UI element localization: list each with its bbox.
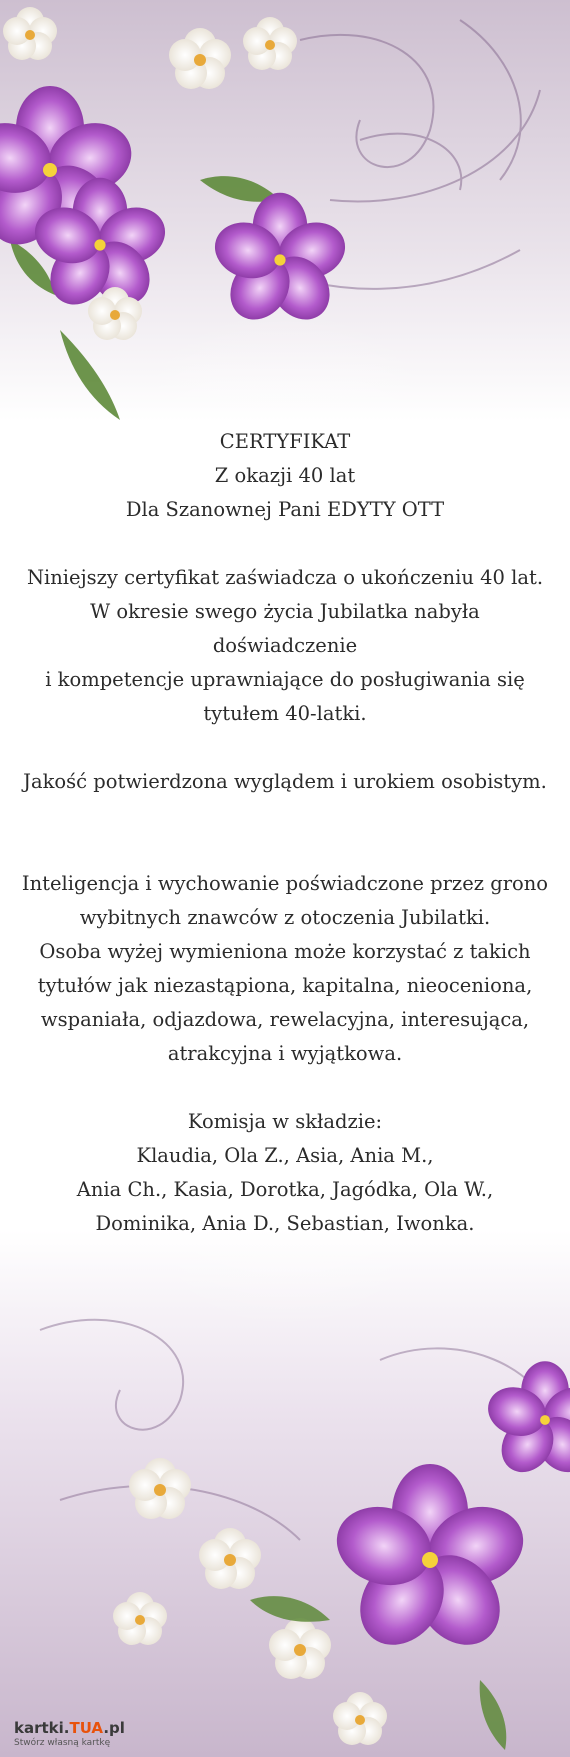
certificate-title: CERTYFIKAT	[219, 430, 351, 453]
committee-heading: Komisja w składzie:	[187, 1110, 383, 1133]
certificate-line: tytułem 40-latki.	[203, 702, 367, 725]
certificate-quality: Jakość potwierdzona wyglądem i urokiem osobistym.	[23, 770, 547, 793]
certificate-occasion: Z okazji 40 lat	[214, 464, 356, 487]
logo-brand-mid: TUA	[69, 1719, 104, 1737]
certificate-line: atrakcyjna i wyjątkowa.	[167, 1042, 403, 1065]
logo-brand-right: .pl	[103, 1719, 125, 1737]
committee-line: Klaudia, Ola Z., Asia, Ania M.,	[136, 1144, 434, 1167]
certificate-line: wybitnych znawców z otoczenia Jubilatki.	[79, 906, 491, 929]
certificate-text	[0, 425, 570, 1241]
certificate-line: Inteligencja i wychowanie poświadczone przez grono	[21, 872, 549, 895]
violet-flower-icon	[327, 1361, 570, 1661]
committee-line: Dominika, Ania D., Sebastian, Iwonka.	[95, 1212, 475, 1235]
certificate-line: i kompetencje uprawniające do posługiwania się	[45, 668, 525, 691]
violet-flower-icon	[0, 86, 352, 331]
certificate-line: doświadczenie	[212, 634, 358, 657]
kartki-logo-link[interactable]	[14, 1718, 125, 1752]
certificate-recipient: Dla Szanownej Pani EDYTY OTT	[125, 498, 445, 521]
certificate-line: W okresie swego życia Jubilatka nabyła	[90, 600, 480, 623]
logo-tagline: Stwórz własną kartkę	[14, 1738, 111, 1748]
certificate-line: tytułów jak niezastąpiona, kapitalna, nieoceniona,	[37, 974, 533, 997]
logo-brand-left: kartki.	[14, 1719, 70, 1737]
certificate-line: wspaniała, odjazdowa, rewelacyjna, interesująca,	[40, 1008, 530, 1031]
committee-line: Ania Ch., Kasia, Dorotka, Jagódka, Ola W.,	[76, 1178, 494, 1201]
white-flower-icon	[113, 1458, 387, 1745]
certificate-line: Osoba wyżej wymieniona może korzystać z takich	[39, 940, 531, 963]
logo-brand	[14, 1719, 125, 1737]
certificate-line: Niniejszy certyfikat zaświadcza o ukończeniu 40 lat.	[26, 566, 544, 589]
